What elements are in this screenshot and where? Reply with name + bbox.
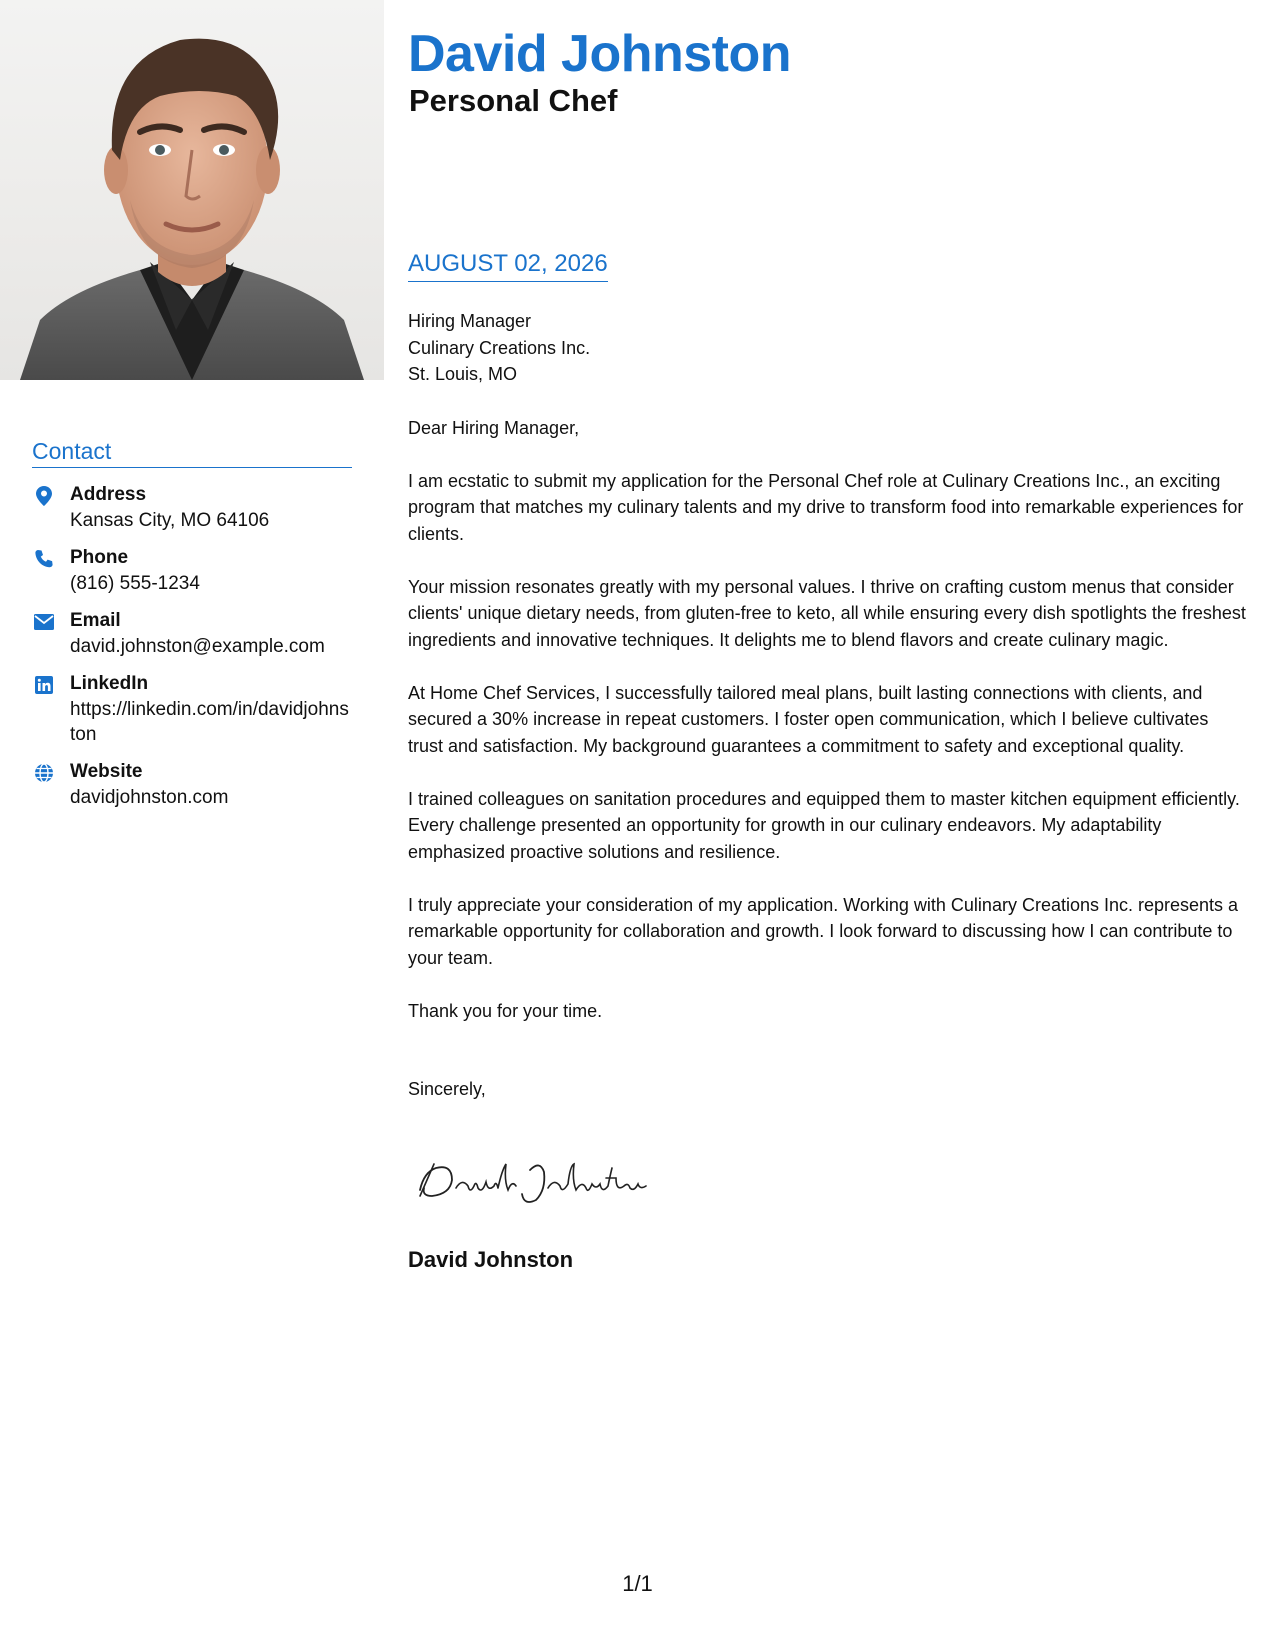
contact-address <box>32 482 352 533</box>
signature-image <box>412 1150 652 1215</box>
contact-label: Website <box>70 761 143 782</box>
salutation: Dear Hiring Manager, <box>408 417 580 438</box>
phone-icon <box>32 547 56 571</box>
recipient-line: St. Louis, MO <box>408 364 518 384</box>
body-paragraph: I am ecstatic to submit my application for the Personal Chef role at Culinary Creations Inc., an exciting program that matches my culinary talents and my drive to transform food into remarkable experiences for clients. <box>408 470 1244 544</box>
phone-value: (816) 555-1234 <box>70 573 200 594</box>
letter-body <box>408 308 1248 1129</box>
contact-email <box>32 608 352 659</box>
job-title: Personal Chef <box>409 83 618 118</box>
contact-website <box>32 759 352 810</box>
email-value[interactable]: david.johnston@example.com <box>70 636 325 657</box>
contact-label: Email <box>70 610 121 631</box>
profile-photo <box>0 0 384 380</box>
globe-icon <box>32 761 56 785</box>
contact-phone <box>32 545 352 596</box>
contact-heading: Contact <box>32 436 352 468</box>
address-value: Kansas City, MO 64106 <box>70 510 270 531</box>
body-paragraph: At Home Chef Services, I successfully tailored meal plans, built lasting connections with clients, and secured a 30% increase in repeat customers. I foster open communication, which I believe cultivates trust and satisfaction. My background guarantees a commitment to safety and exceptional quality. <box>408 682 1209 756</box>
letter-date: AUGUST 02, 2026 <box>408 248 608 282</box>
contact-label: LinkedIn <box>70 673 149 694</box>
closing: Sincerely, <box>408 1079 486 1099</box>
body-paragraph: I trained colleagues on sanitation procedures and equipped them to master kitchen equipment efficiently. Every challenge presented an opportunity for growth in our culinary endeavors. My adaptability emphasized proactive solutions and resilience. <box>408 788 1240 862</box>
recipient-line: Culinary Creations Inc. <box>408 337 591 358</box>
body-paragraph: Thank you for your time. <box>408 1000 603 1021</box>
contact-linkedin <box>32 671 352 747</box>
candidate-name: David Johnston <box>408 25 792 83</box>
signer-name: David Johnston <box>408 1247 574 1272</box>
recipient-block <box>408 308 1248 388</box>
recipient-line: Hiring Manager <box>408 311 532 331</box>
linkedin-value[interactable]: https://linkedin.com/in/davidjohnston <box>70 699 349 745</box>
page-number: 1/1 <box>622 1571 653 1596</box>
contact-label: Phone <box>70 547 129 568</box>
map-pin-icon <box>32 484 56 508</box>
portrait-illustration <box>0 0 384 380</box>
envelope-icon <box>32 610 56 634</box>
body-paragraph: I truly appreciate your consideration of my application. Working with Culinary Creations Inc. represents a remarkable opportunity for collaboration and growth. I look forward to discussing how I can contribute to your team. <box>408 894 1239 968</box>
body-paragraph: Your mission resonates greatly with my personal values. I thrive on crafting custom menus that consider clients' unique dietary needs, from gluten-free to keto, all while ensuring every dish spotlights the freshest ingredients and innovative techniques. It delights me to blend flavors and create culinary magic. <box>408 576 1246 650</box>
website-value[interactable]: davidjohnston.com <box>70 787 229 808</box>
contact-sidebar <box>32 436 352 822</box>
contact-label: Address <box>70 484 147 505</box>
linkedin-icon <box>32 673 56 697</box>
